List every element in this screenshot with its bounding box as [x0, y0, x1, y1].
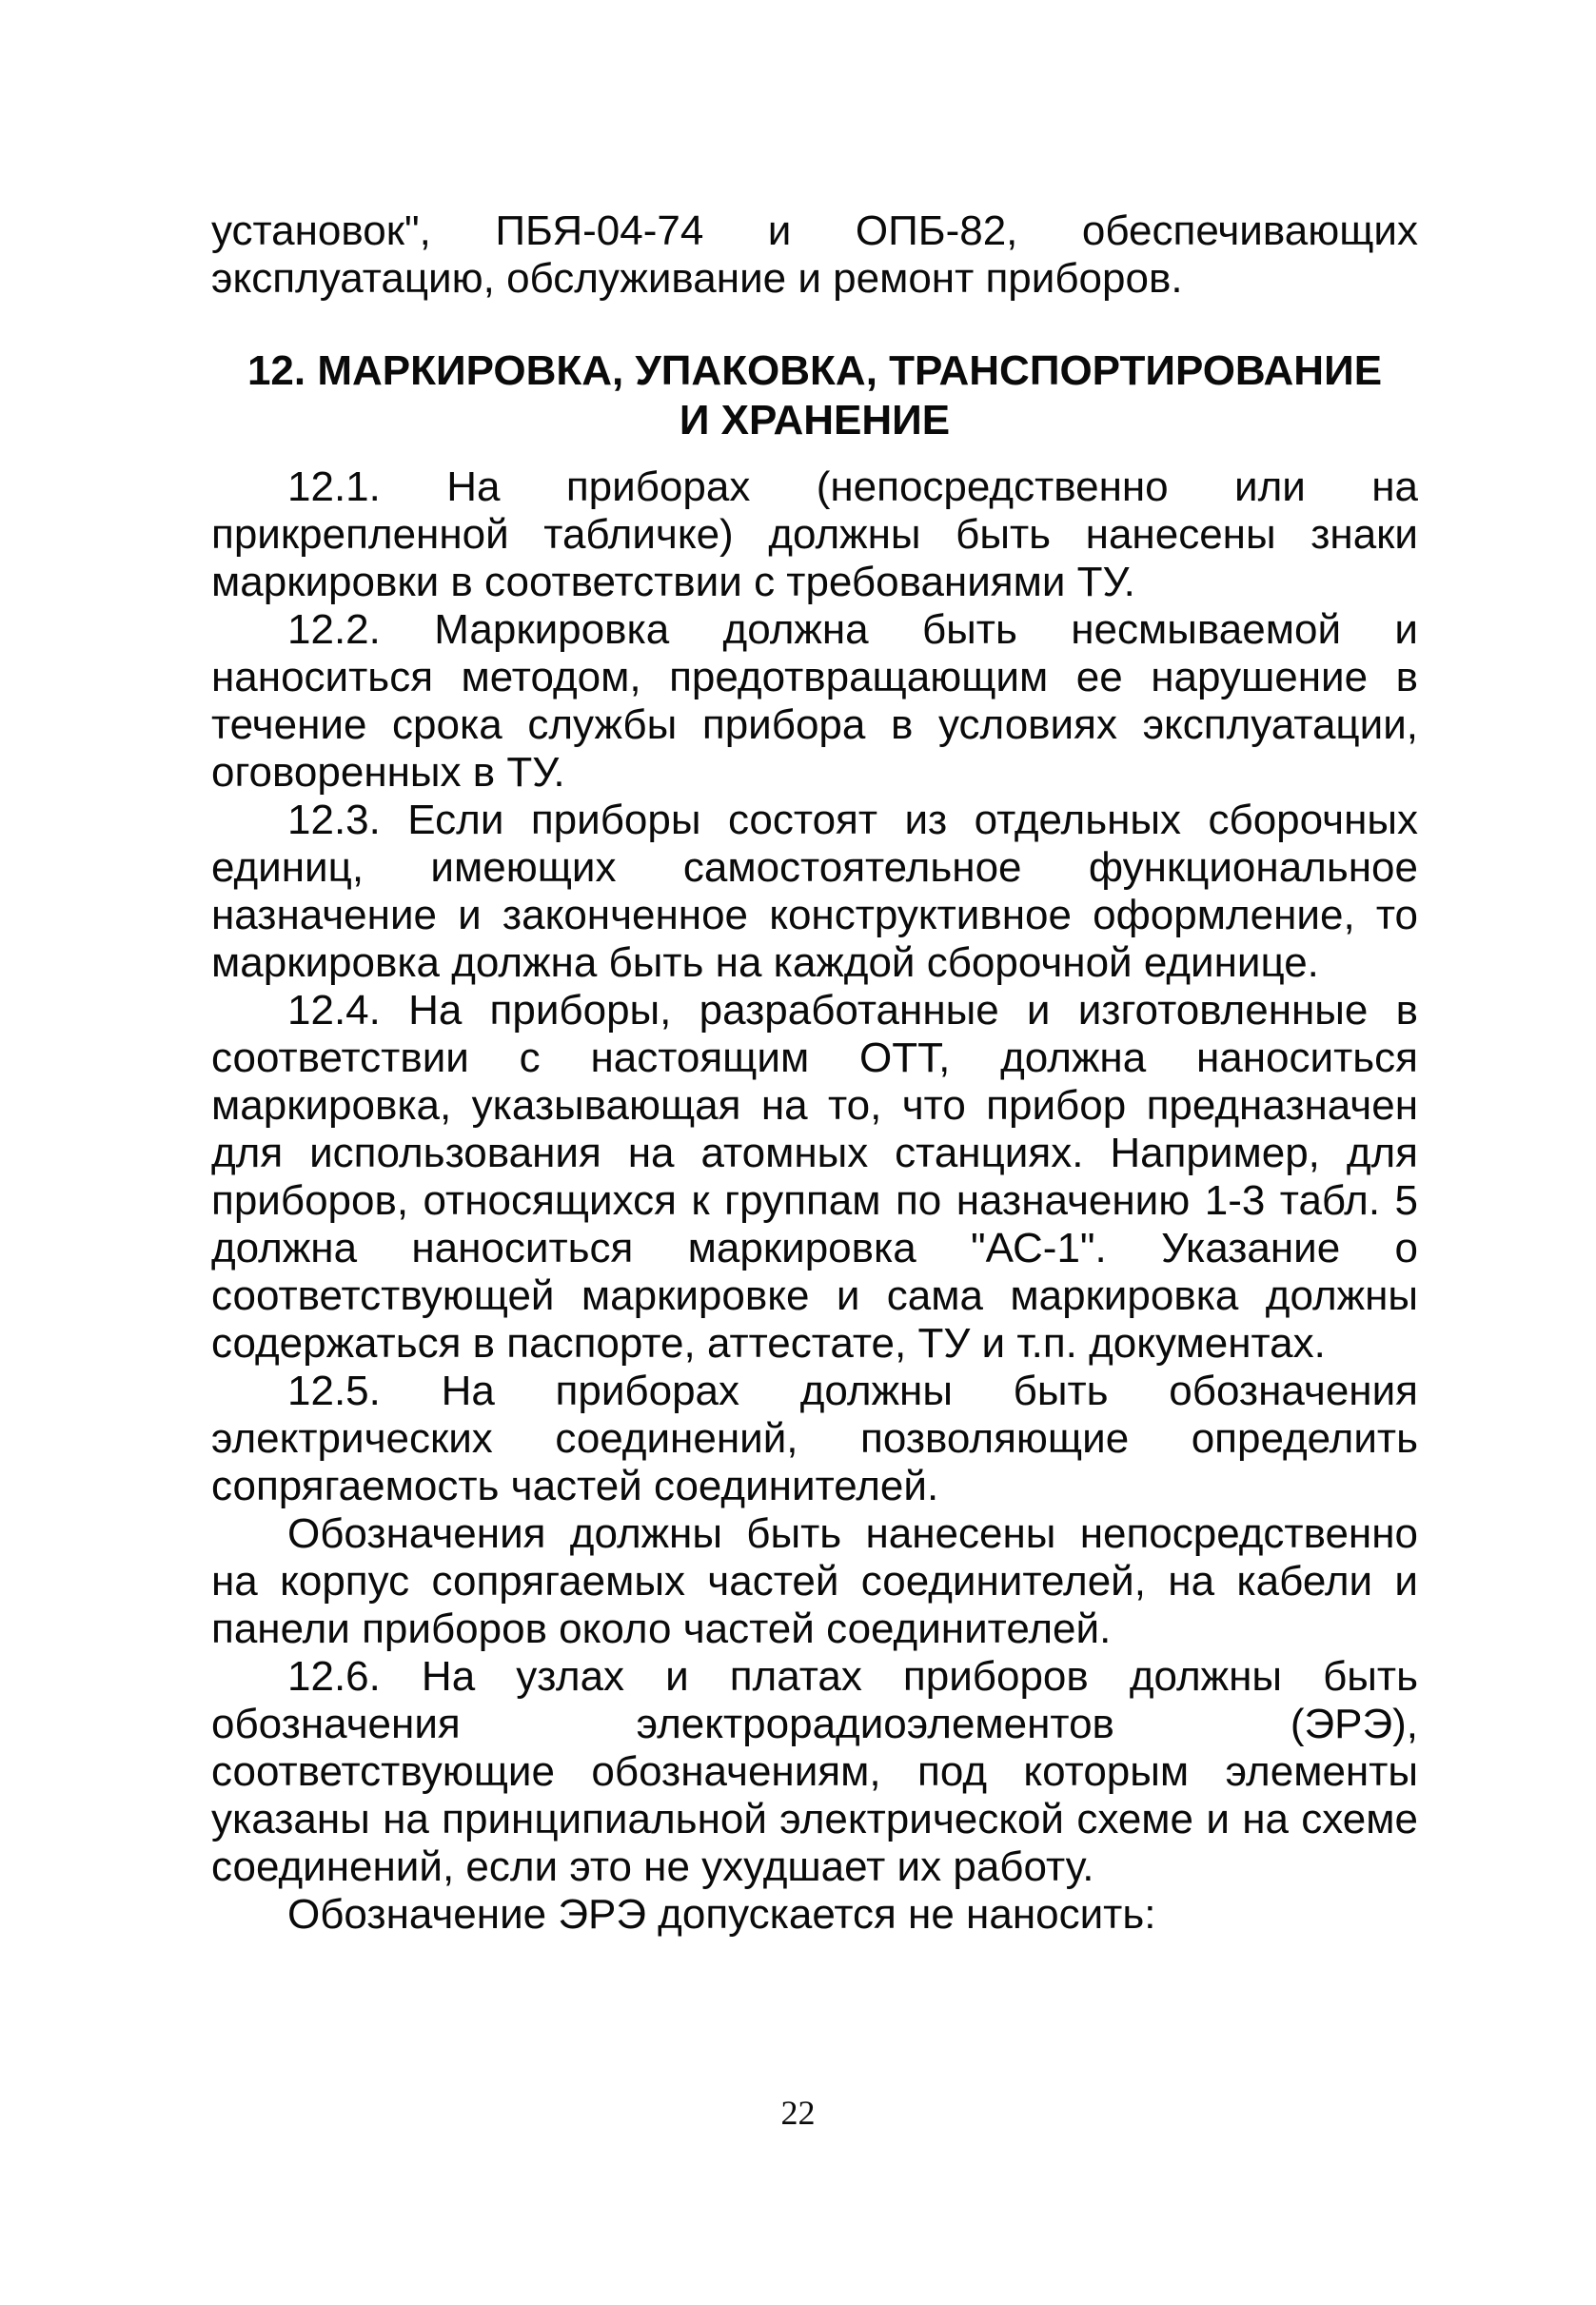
paragraph-12-4-line: 12.4. На приборы, разработанные и изготовленные в	[287, 987, 1418, 1034]
text-line: эксплуатацию, обслуживание и ремонт приборов.	[211, 255, 1183, 302]
paragraph-12-6-line: обозначения электрорадиоэлементов (ЭРЭ),	[211, 1701, 1418, 1747]
section-body	[211, 463, 1418, 1939]
paragraph-12-2-line: 12.2. Маркировка должна быть несмываемой и	[287, 606, 1418, 653]
paragraph-12-4-line: соответствии с настоящим ОТТ, должна наноситься	[211, 1034, 1418, 1081]
paragraph-12-5-line: сопрягаемость частей соединителей.	[211, 1463, 939, 1509]
paragraph-12-4-line: маркировка, указывающая на то, что прибор предназначен	[211, 1082, 1418, 1129]
paragraph-ere-line: Обозначение ЭРЭ допускается не наносить:	[287, 1891, 1156, 1938]
paragraph-designations-line: Обозначения должны быть нанесены непосредственно	[287, 1510, 1418, 1557]
paragraph-12-3-line: 12.3. Если приборы состоят из отдельных сборочных	[287, 797, 1418, 843]
paragraph-12-1-line: прикрепленной табличке) должны быть нанесены знаки	[211, 511, 1418, 558]
paragraph-12-6-line: соединений, если это не ухудшает их работу.	[211, 1843, 1094, 1890]
paragraph-12-6-line: 12.6. На узлах и платах приборов должны быть	[287, 1653, 1418, 1700]
paragraph-12-5-line: 12.5. На приборах должны быть обозначения	[287, 1368, 1418, 1414]
paragraph-12-3-line: единиц, имеющих самостоятельное функциональное	[211, 844, 1418, 891]
paragraph-12-2-line: оговоренных в ТУ.	[211, 749, 565, 796]
paragraph-12-6-line: указаны на принципиальной электрической схеме и на схеме	[211, 1796, 1418, 1842]
paragraph-12-2-line: течение срока службы прибора в условиях эксплуатации,	[211, 701, 1418, 748]
paragraph-12-4-line: соответствующей маркировке и сама маркировка должны	[211, 1272, 1418, 1319]
paragraph-12-4-line: приборов, относящихся к группам по назначению 1-3 табл. 5	[211, 1177, 1418, 1224]
text-line: установок", ПБЯ-04-74 и ОПБ-82, обеспечивающих	[211, 207, 1418, 254]
section-heading-line-2: И ХРАНЕНИЕ	[679, 397, 951, 443]
paragraph-designations-line: панели приборов около частей соединителей.	[211, 1606, 1112, 1652]
paragraph-12-3-line: назначение и законченное конструктивное оформление, то	[211, 892, 1418, 938]
intro-paragraph	[211, 207, 1418, 303]
paragraph-12-2-line: наноситься методом, предотвращающим ее нарушение в	[211, 654, 1418, 700]
paragraph-12-3-line: маркировка должна быть на каждой сборочной единице.	[211, 939, 1319, 986]
paragraph-12-5-line: электрических соединений, позволяющие определить	[211, 1415, 1418, 1462]
paragraph-12-1-line: 12.1. На приборах (непосредственно или на	[287, 463, 1418, 510]
paragraph-12-4-line: для использования на атомных станциях. Например, для	[211, 1130, 1418, 1176]
paragraph-12-1-line: маркировки в соответствии с требованиями ТУ.	[211, 559, 1135, 605]
paragraph-12-4-line: должна наноситься маркировка "АС-1". Указание о	[211, 1225, 1418, 1271]
paragraph-12-6-line: соответствующие обозначениям, под которым элементы	[211, 1748, 1418, 1795]
page-number: 22	[780, 2094, 816, 2132]
paragraph-designations-line: на корпус сопрягаемых частей соединителей, на кабели и	[211, 1558, 1418, 1605]
paragraph-12-4-line: содержаться в паспорте, аттестате, ТУ и т.п. документах.	[211, 1320, 1326, 1367]
section-heading-line-1: 12. МАРКИРОВКА, УПАКОВКА, ТРАНСПОРТИРОВАНИЕ	[246, 347, 1383, 394]
section-heading	[211, 346, 1418, 445]
